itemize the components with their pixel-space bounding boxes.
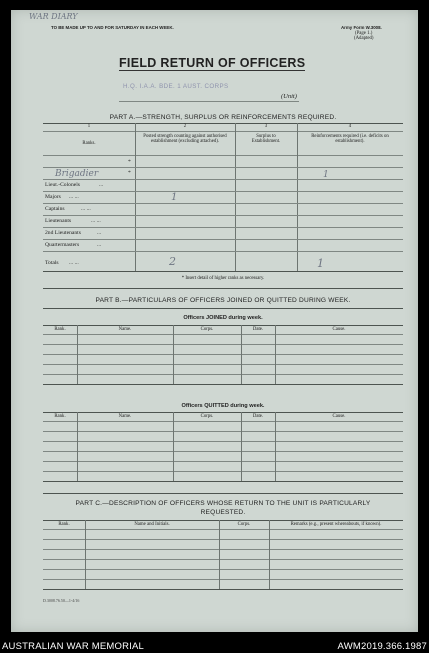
majors-posted-value: 1 — [171, 192, 178, 203]
brigadier-handwritten: Brigadier — [55, 169, 99, 179]
totals-reinforcements-value: 1 — [317, 257, 324, 270]
header-instruction: TO BE MADE UP TO AND FOR SATURDAY IN EACH WEEK. — [51, 25, 174, 30]
joined-title: Officers JOINED during week. — [183, 315, 263, 321]
part-a-footnote: * Insert detail of higher ranks as necessary. — [181, 276, 265, 281]
col-posted-header: Posted strength counting against authorised establishment (excluding attached). — [143, 134, 227, 145]
quitted-col-name: Name. — [118, 414, 132, 419]
rank-star-2: * — [128, 170, 131, 176]
col-ranks-header: Ranks. — [82, 141, 96, 146]
rank-lieut-colonels: Lieut.-Colonels — [45, 182, 80, 188]
col-num-2: 2 — [183, 124, 187, 129]
rank-captains: Captains — [45, 206, 65, 212]
print-code: D.3008.76.50—1-4/16 — [43, 598, 80, 603]
form-sheet: WAR DIARY TO BE MADE UP TO AND FOR SATURDAY IN EACH WEEK. Army Form W.3008. (Page 1.) (Adapted) FIELD RETURN OF OFFICERS H.Q. I.A.A. BDE. 1 AUST. CORPS (Unit) PART A.—STRENGTH, SURPLUS OR REINFORCEMENTS REQUIRED. 1 2 3 4 Ranks. Posted strength counting against authorised establishment (excluding attached). Surplus to Establishment. Reinforcements required (i.e. deficits on establishment). * * Brigadier 1 Lieut.-Colonels ... Majors ... ... 1 Captains ... ... Lieutenants ... ... 2nd Lieutenants ... Quartermasters ... Totals ... ... 2 1 * Insert detail of higher ranks as necessary. PART B.—PARTICULARS OF OFFICERS JOINED OR QUITTED DURING WEEK. Officers JOINED during week. Rank. Name. Corps. Date. Cause. Officers QUITTED during week. Rank. Name. Corps. Date. Cause. PART C.—DESCRIPTION OF OFFICERS WHOSE RETURN TO THE UNIT IS PARTICULARLY REQUESTED. Rank. Name and Initials. Corps. Remarks (e.g., present whereabouts, if known). D.3008.76.50—1-4/16 — [11, 10, 418, 632]
form-number: Army Form W.3008. — [341, 25, 382, 30]
joined-col-corps: Corps. — [200, 327, 214, 332]
totals-label: Totals — [45, 260, 59, 266]
quitted-col-rank: Rank. — [54, 414, 66, 419]
footer-accession-number: AWM2019.366.1987 — [337, 641, 427, 652]
partc-col-name: Name and Initials. — [134, 522, 170, 527]
form-page: (Page 1.) — [355, 31, 373, 36]
unit-stamp: H.Q. I.A.A. BDE. 1 AUST. CORPS — [123, 83, 229, 90]
partc-col-remarks: Remarks (e.g., present whereabouts, if known). — [290, 522, 382, 527]
col-num-1: 1 — [87, 124, 91, 129]
rank-2nd-lieutenants: 2nd Lieutenants — [45, 230, 81, 236]
quitted-col-date: Date. — [252, 414, 264, 419]
col-reinforcements-header: Reinforcements required (i.e. deficits on establishment). — [311, 134, 389, 145]
rank-lieutenants: Lieutenants — [45, 218, 72, 224]
partc-col-corps: Corps. — [237, 522, 251, 527]
rank-star-1: * — [128, 159, 131, 165]
joined-col-name: Name. — [118, 327, 132, 332]
col-surplus-header: Surplus to Establishment. — [251, 134, 281, 145]
joined-col-date: Date. — [252, 327, 264, 332]
rank-quartermasters: Quartermasters — [45, 242, 80, 248]
part-c-heading-2: REQUESTED. — [200, 509, 246, 516]
partc-col-rank: Rank. — [58, 522, 70, 527]
war-diary-note: WAR DIARY — [29, 12, 78, 21]
quitted-col-cause: Cause. — [332, 414, 346, 419]
col-num-3: 3 — [264, 124, 268, 129]
quitted-title: Officers QUITTED during week. — [181, 403, 265, 409]
footer-credit: AUSTRALIAN WAR MEMORIAL — [2, 641, 145, 652]
part-a-heading: PART A.—STRENGTH, SURPLUS OR REINFORCEMENTS REQUIRED. — [109, 114, 337, 121]
col-num-4: 4 — [348, 124, 352, 129]
brigadier-reinforcements-value: 1 — [323, 170, 329, 180]
unit-label: (Unit) — [281, 93, 297, 100]
part-b-heading: PART B.—PARTICULARS OF OFFICERS JOINED OR QUITTED DURING WEEK. — [95, 297, 351, 304]
part-c-heading-1: PART C.—DESCRIPTION OF OFFICERS WHOSE RETURN TO THE UNIT IS PARTICULARLY — [75, 500, 371, 507]
rank-majors: Majors — [45, 194, 61, 200]
joined-col-cause: Cause. — [332, 327, 346, 332]
unit-line — [119, 101, 299, 102]
quitted-col-corps: Corps. — [200, 414, 214, 419]
form-adapted: (Adapted) — [354, 36, 374, 41]
form-title: FIELD RETURN OF OFFICERS — [119, 56, 306, 70]
totals-posted-value: 2 — [169, 255, 176, 268]
joined-col-rank: Rank. — [54, 327, 66, 332]
